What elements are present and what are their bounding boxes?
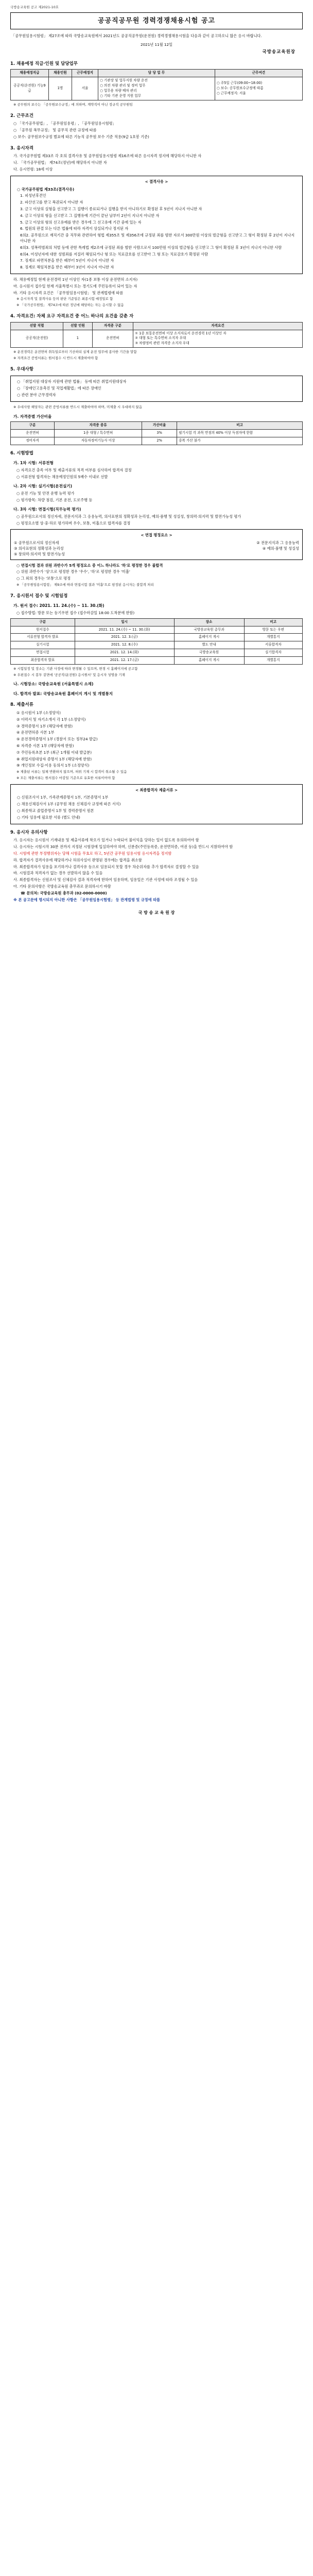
notice-number: 국방송교육원 공고 제2021-10호 xyxy=(10,5,59,9)
table-row xyxy=(11,649,303,657)
table-cell: 서류합격자 xyxy=(244,641,302,649)
table-header: 담 당 업 무 xyxy=(98,70,215,77)
caution-item: 아. 기타 문의사항은 국방송교육원 총무과로 문의하시기 바람 xyxy=(13,884,111,889)
preference-line: ○ 관련 분야 근무경력자 xyxy=(17,393,56,398)
document-item: ⑨ 개인정보 수집·이용 동의서 1부 (소정양식) xyxy=(16,763,90,768)
box-line: 6의4. 미성년자에 대한 성범죄를 저질러 해임되거나 형 또는 치료감호를 선고받아 그 형 또는 치료감호가 확정된 사람 xyxy=(20,251,208,257)
contact-line: ☎ 문의처: 국방송교육원 총무과 (02-0000-0000) xyxy=(21,890,107,895)
table-row xyxy=(11,626,303,634)
table-row xyxy=(11,437,303,445)
condition-line: ○ 주5일 근무(09:00~18:00) xyxy=(216,81,263,86)
section-3-item: 라. 채용예정일 현재 운전경력 1년 이상인 자(1종 보통 이상 운전면허 소지자) xyxy=(13,277,138,282)
table-cell: 개별통지 xyxy=(244,657,302,665)
eval-item: ① 공무원으로서의 정신자세 xyxy=(14,540,59,546)
caution-item: 가. 응시자는 응시원서 기재내용 및 제출서류에 착오가 있거나 누락되어 불이익을 당하는 일이 없도록 유의하여야 함 xyxy=(13,838,199,843)
document-item: ⑧ 취업지원대상자 증명서 1부 (해당자에 한함) xyxy=(16,756,92,761)
box-line: ○ 신원조사서 1부, 가족관계증명서 1부, 기본증명서 1부 xyxy=(17,795,109,800)
table-row xyxy=(11,657,303,665)
section-4-note: ※ 자격요건 증빙서류는 원서접수 시 반드시 제출하여야 함 xyxy=(13,355,98,360)
eval-item: ④ 예의·품행 및 성실성 xyxy=(262,546,299,551)
eval-row xyxy=(14,540,299,546)
section-6-heading: 6. 시험방법 xyxy=(10,450,33,456)
table-cell: 서울 xyxy=(72,77,98,100)
caution-item: 마. 최종합격자가 임용을 포기하거나 결격사유 등으로 임용되지 못할 경우 차순위자를 추가 합격자로 결정할 수 있음 xyxy=(13,864,199,869)
box-line: 1. 피성년후견인 xyxy=(20,193,46,198)
box-title: < 최종합격자 제출서류 > xyxy=(135,787,178,792)
table-cell: 실기합격자 xyxy=(244,649,302,657)
table-cell: 2021. 12. 3.(금) xyxy=(75,634,174,641)
section-4-heading: 4. 자격요건: 자체 요구 자격요건 중 어느 하나의 요건을 갖춘 자 xyxy=(10,313,134,319)
table-row xyxy=(11,330,303,348)
table-cell: 1종 대형 / 특수면허 xyxy=(55,429,142,437)
caution-item: 다. 시험에 관한 부정행위자는 당해 시험을 무효로 하고, 5년간 공무원 임용시험 응시자격을 정지함 xyxy=(13,851,172,856)
table-cell: 1명 xyxy=(48,77,72,100)
document-item: ⑥ 자격증 사본 1부 (해당자에 한함) xyxy=(16,743,74,748)
table-cell: 면접시험 xyxy=(11,649,75,657)
section-6-line: ○ 평정요소별 상·중·하로 평가하며 우수, 보통, 미흡으로 합격자를 결정 xyxy=(16,520,131,526)
eval-row xyxy=(14,546,299,552)
caution-item: 나. 응시자는 시험시작 30분 전까지 지정된 시험장에 입실하여야 하며, 신분증(주민등록증, 운전면허증, 여권 등)을 반드시 지참하여야 함 xyxy=(13,844,233,850)
table-cell: 3% xyxy=(142,429,177,437)
document-item: ④ 운전면허증 사본 1부 xyxy=(16,730,55,735)
table-cell: 2021. 12. 8.(수) xyxy=(75,641,174,649)
section-2-heading: 2. 근무조건 xyxy=(10,113,33,118)
preference-line: ○ 「장애인고용촉진 및 직업재활법」에 따른 장애인 xyxy=(17,386,101,391)
table-header: 선발 직렬 xyxy=(11,322,63,330)
document-item: ① 응시원서 1부 (소정양식) xyxy=(16,710,61,715)
preference-line: ○ 「취업지원 대상자 지원에 관한 법률」 등에 따른 취업지원대상자 xyxy=(17,379,127,384)
table-header: 근무여건 xyxy=(215,70,302,77)
interview-result-line: ○ 면접시험 결과 위원 과반수가 5개 평정요소 중 어느 하나라도 '하'로 평정한 경우 불합격 xyxy=(16,563,163,568)
box-line: ○ 국가공무원법 제33조(결격사유) xyxy=(17,187,75,192)
interview-result-note: ※ 「공무원임용시험령」 제9조에 따라 면접시험 결과 '미흡'으로 평정된 응시자는 불합격 처리 xyxy=(16,582,154,587)
table-cell: 원서접수 xyxy=(11,626,75,634)
document-item: ⑤ 운전경력증명서 1부 (경찰서 또는 정부24 발급) xyxy=(16,737,98,742)
section-3-item: 다. 응시연령: 18세 이상 xyxy=(13,167,53,172)
section-7-subheading: 다. 합격자 발표: 국방송교육원 홈페이지 게시 및 개별통지 xyxy=(13,691,113,696)
section-7-line: ○ 접수방법: 방문 또는 등기우편 접수 (접수마감일 18:00 도착분에 한함) xyxy=(16,610,135,615)
duty-line: ○ 기관장 및 업무지원 차량 운전 xyxy=(100,78,148,83)
section-7-note: ※ 우편접수 시 봉투 겉면에 '공공직(운전원) 응시원서' 및 응시자 성명을 기재 xyxy=(13,672,125,677)
table-cell: 홈페이지 게시 xyxy=(174,634,244,641)
interview-result-line: ○ 그 외의 경우는 '보통'으로 평정 xyxy=(16,576,71,581)
table-cell: 홈페이지 게시 xyxy=(174,657,244,665)
box-line: ○ 최종학교 졸업증명서 1부 및 경력증명서 원본 xyxy=(17,808,94,814)
table-row xyxy=(11,634,303,641)
notice-page xyxy=(5,0,308,926)
table-cell: 별도 안내 xyxy=(174,641,244,649)
section-5-subheading: 가. 자격증별 가산비율 xyxy=(13,414,52,419)
section-9-heading: 9. 응시자 유의사항 xyxy=(10,829,48,835)
table-header: 채용인원 xyxy=(48,70,72,77)
section-2-line: ○ 보수: 공무원보수규정 별표에 따른 기능직 공무원 보수 기준 적용(9급 1호봉 기준) xyxy=(13,134,149,139)
section-8-note: ※ 제출된 서류는 일체 반환하지 않으며, 허위 기재 시 합격이 취소될 수 있음 xyxy=(16,770,127,774)
box-line: 6의2. 공무원으로 재직기간 중 직무와 관련하여 형법 제355조 및 제356조에 규정된 죄를 범한 자로서 300만원 이상의 벌금형을 선고받고 그 형이 확정된 후 2년이 지나지 아니한 자 xyxy=(20,233,295,243)
table-cell: 2021. 11. 24.(수) ~ 11. 30.(화) xyxy=(75,626,174,634)
notice-intro: 「공무원임용시험령」 제27조에 따라 국방송교육원에서 2021년도 공공직공무원(운전원) 경력경쟁채용시험을 다음과 같이 공고하오니 많은 응시 바랍니다. xyxy=(11,33,262,39)
table-header: 근무예정지 xyxy=(72,70,98,77)
table-cell: 운전면허 xyxy=(92,330,133,348)
table-cell: 국방송교육원 총무과 xyxy=(174,626,244,634)
schedule-table xyxy=(10,618,303,665)
section-3-item: 나. 「국가공무원법」 제74조(정년)에 해당하지 아니한 자 xyxy=(13,160,107,165)
section-3-item: 바. 기타 응시자격 요건은 「공무원임용시험령」 및 관계법령에 따름 xyxy=(13,290,124,295)
document-item: ② 이력서 및 자기소개서 각 1부 (소정양식) xyxy=(16,717,86,722)
table-cell: 1 xyxy=(63,330,93,348)
notice-title: 공공직공무원 경력경쟁채용시험 공고 xyxy=(98,16,215,25)
table-row xyxy=(11,77,303,100)
table-cell: 방문 또는 우편 xyxy=(244,626,302,634)
table-header: 자격증 종류 xyxy=(55,421,142,429)
section-8-heading: 8. 제출서류 xyxy=(10,702,33,708)
document-item: ⑦ 주민등록초본 1부 (최근 1개월 이내 발급분) xyxy=(16,750,92,755)
condition-line: ○ 보수: 공무원보수규정에 따름 xyxy=(216,86,264,91)
box-line: 4. 금고 이상의 형을 선고받고 그 집행유예 기간이 끝난 날부터 2년이 지나지 아니한 자 xyxy=(20,213,160,218)
section-8-note: ※ 모든 제출서류는 원서접수 마감일 기준으로 유효한 서류이어야 함 xyxy=(16,775,115,780)
table-row xyxy=(11,641,303,649)
eval-item: ⑤ 창의력·의지력 및 발전가능성 xyxy=(14,551,65,556)
section-6-line: ○ 서류전형 합격자는 채용예정인원의 5배수 이내로 선발 xyxy=(16,474,108,479)
closing-note: ※ 본 공고문에 명시되지 아니한 사항은 「공무원임용시험령」 등 관계법령 및 규정에 따름 xyxy=(13,897,160,902)
box-line: 7. 징계로 파면처분을 받은 때부터 5년이 지나지 아니한 자 xyxy=(20,258,114,263)
section-4-note: ※ 운전경력은 운전면허 취득일로부터 기산하되 실제 운전 업무에 종사한 기간을 말함 xyxy=(13,350,137,354)
table-header: 비고 xyxy=(244,618,302,626)
duty-line: ○ 기타 기관 운영 지원 업무 xyxy=(100,93,142,98)
eval-row xyxy=(14,552,299,557)
section-5-heading: 5. 우대사항 xyxy=(10,366,33,372)
box-line: 6. 법원의 판결 또는 다른 법률에 따라 자격이 상실되거나 정지된 자 xyxy=(20,226,129,231)
section-1-note: ※ 공무원의 보수는 「공무원보수규정」에 의하며, 계약직이 아닌 정규직 공무원임 xyxy=(13,102,133,107)
conditions-cell xyxy=(215,77,302,100)
box-line: 5. 금고 이상의 형의 선고유예를 받은 경우에 그 선고유예 기간 중에 있는 자 xyxy=(20,219,142,225)
section-3-item: 마. 응시원서 접수일 현재 서울특별시 또는 경기도에 주민등록이 되어 있는 자 xyxy=(13,283,137,289)
section-6-line: ○ 운전 기능 및 안전 운행 능력 평가 xyxy=(16,490,75,496)
requirement-line: ② 대형 또는 특수면허 소지자 우대 xyxy=(135,336,186,341)
interview-result-line: ○ 위원 과반수가 '상'으로 평정한 경우 '우수', '하'로 평정한 경우 '미흡' xyxy=(16,569,130,574)
box-line: ○ 기타 임용에 필요한 서류 (별도 안내) xyxy=(17,815,80,820)
section-6-subheading: 다. 3차 시험: 면접시험(직무능력 평가) xyxy=(13,507,81,512)
recruitment-table xyxy=(10,69,303,100)
table-cell: 필기시험 각 과목 만점의 40% 이상 득점자에 한함 xyxy=(177,429,303,437)
box-line: ○ 채용신체검사서 1부 (공무원 채용 신체검사 규정에 따른 서식) xyxy=(17,802,121,807)
title-box xyxy=(10,12,303,30)
table-cell: 2021. 12. 14.(화) xyxy=(75,649,174,657)
table-header: 구분 xyxy=(11,618,75,626)
eval-item: ③ 의사표현의 정확성과 논리성 xyxy=(14,546,64,551)
section-5-note: ※ 우대사항 해당자는 관련 증빙서류를 반드시 제출하여야 하며, 미제출 시 우대하지 않음 xyxy=(13,404,143,409)
condition-line: ○ 근무예정지: 서울 xyxy=(216,91,246,95)
box-line: 3. 금고 이상의 실형을 선고받고 그 집행이 종료되거나 집행을 받지 아니하기로 확정된 후 5년이 지나지 아니한 자 xyxy=(20,207,202,212)
section-6-line: ○ 공무원으로서의 정신자세, 전문지식과 그 응용능력, 의사표현의 정확성과 논리성, 예의·품행 및 성실성, 창의력·의지력 및 발전가능성 평가 xyxy=(16,514,241,519)
section-2-line: ○ 「국가공무원법」, 「공무원임용령」, 「공무원임용시험령」 xyxy=(13,121,116,126)
table-cell: 2021. 12. 17.(금) xyxy=(75,657,174,665)
duty-line: ○ 의전 차량 관리 및 정비 업무 xyxy=(100,83,146,88)
table-cell: 중복 가산 불가 xyxy=(177,437,303,445)
table-cell: 최종합격자 발표 xyxy=(11,657,75,665)
qualification-table xyxy=(10,322,303,348)
table-cell: 공공직(운전원) 기능9급 xyxy=(11,77,49,100)
section-3-heading: 3. 응시자격 xyxy=(10,145,33,151)
table-header: 비고 xyxy=(177,421,303,429)
eval-item: ② 전문지식과 그 응용능력 xyxy=(256,540,299,546)
table-header: 선발 인원 xyxy=(63,322,93,330)
table-header: 구분 xyxy=(11,421,55,429)
bonus-table xyxy=(10,421,303,445)
section-6-line: ○ 평가항목: 차량 점검, 기본 운전, 도로주행 등 xyxy=(16,497,93,502)
section-7-subheading: 가. 원서 접수: 2021. 11. 24.(수) ~ 11. 30.(화) xyxy=(13,603,105,608)
disqualification-box xyxy=(10,176,303,274)
box-line: 6의3. 성폭력범죄의 처벌 등에 관한 특례법 제2조에 규정된 죄를 범한 사람으로서 100만원 이상의 벌금형을 선고받고 그 형이 확정된 후 3년이 지나지 아니한 사람 xyxy=(20,245,282,250)
footer-organization: 국 방 송 교 육 원 장 xyxy=(138,910,175,916)
section-7-heading: 7. 응시원서 접수 및 시험일정 xyxy=(10,593,68,599)
section-3-item: 가. 국가공무원법 제33조 각 호의 결격사유 및 공무원임용시험령 제16조에 따른 응시자격 정지에 해당하지 아니한 자 xyxy=(13,154,202,159)
table-cell: 실기시험 xyxy=(11,641,75,649)
table-header: 일시 xyxy=(75,618,174,626)
section-6-subheading: 가. 1차 시험: 서류전형 xyxy=(13,461,54,466)
table-cell: 국방송교육원 xyxy=(174,649,244,657)
table-header: 장소 xyxy=(174,618,244,626)
table-header: 자격요건 xyxy=(133,322,303,330)
requirements-cell xyxy=(133,330,303,348)
duty-line: ○ 업무용 차량 배차 관리 xyxy=(100,89,137,93)
section-3-note: ※ 「국가공무원법」 제74조에 따른 정년에 해당하는 자는 응시할 수 없음 xyxy=(16,303,124,308)
caution-item: 사. 최종합격자는 신원조사 및 신체검사 결과 적격자에 한하여 임용하며, 임용일은 기관 사정에 따라 조정될 수 있음 xyxy=(13,877,198,883)
table-cell: 공공직(운전원) xyxy=(11,330,63,348)
table-header: 가산비율 xyxy=(142,421,177,429)
box-title: < 결격사유 > xyxy=(145,179,168,184)
caution-item: 바. 시험결과 적격자가 없는 경우 선발하지 않을 수 있음 xyxy=(13,871,103,876)
section-7-note: ※ 시험일정 및 장소는 기관 사정에 따라 변경될 수 있으며, 변경 시 홈페이지에 공고함 xyxy=(13,666,138,671)
section-6-line: ○ 자격요건 충족 여부 및 제출서류의 적격 여부를 심사하여 합격자 결정 xyxy=(16,467,132,472)
notice-date: 2021년 11월 12일 xyxy=(141,42,172,47)
box-line: 2. 파산선고를 받고 복권되지 아니한 자 xyxy=(20,200,83,205)
table-cell: 운전면허 xyxy=(11,429,55,437)
caution-item: 라. 합격자가 결격사유에 해당하거나 허위사실이 판명된 경우에는 합격을 취소함 xyxy=(13,857,142,862)
table-cell: 자동차정비기능사 이상 xyxy=(55,437,142,445)
preference-box xyxy=(10,376,303,401)
section-6-subheading: 나. 2차 시험: 실기시험(운전실기) xyxy=(13,484,73,489)
table-header: 자격증 구분 xyxy=(92,322,133,330)
table-row xyxy=(11,429,303,437)
section-7-subheading: 나. 시험장소: 국방송교육원 (서울특별시 소재) xyxy=(13,682,94,687)
table-cell: 2% xyxy=(142,437,177,445)
section-2-line: ○ 「공무원 복무규정」 및 공무직 관련 규정에 따름 xyxy=(13,128,97,133)
requirement-line: ① 1종 보통운전면허 이상 소지자로서 운전경력 1년 이상인 자 xyxy=(135,331,227,335)
box-line: 8. 징계로 해임처분을 받은 때부터 3년이 지나지 아니한 자 xyxy=(20,265,114,270)
duties-cell xyxy=(98,77,215,100)
notice-organization: 국방송교육원장 xyxy=(262,49,295,55)
interview-eval-box xyxy=(10,529,303,560)
table-cell: 정비자격 xyxy=(11,437,55,445)
document-item: ③ 경력증명서 1부 (해당자에 한함) xyxy=(16,723,73,728)
section-3-note: ※ 응시자격 및 결격사유 등의 판단 기준일은 최종시험 예정일로 함 xyxy=(16,297,113,301)
requirement-line: ③ 차량정비 관련 자격증 소지자 우대 xyxy=(135,341,189,346)
table-header: 채용예정직급 xyxy=(11,70,49,77)
final-documents-box xyxy=(10,784,303,824)
box-title: < 면접 평정요소 > xyxy=(141,533,172,538)
table-cell: 서류전형 합격자 발표 xyxy=(11,634,75,641)
table-cell: 개별통지 xyxy=(244,634,302,641)
section-1-heading: 1. 채용예정 직급·인원 및 담당업무 xyxy=(10,61,78,66)
